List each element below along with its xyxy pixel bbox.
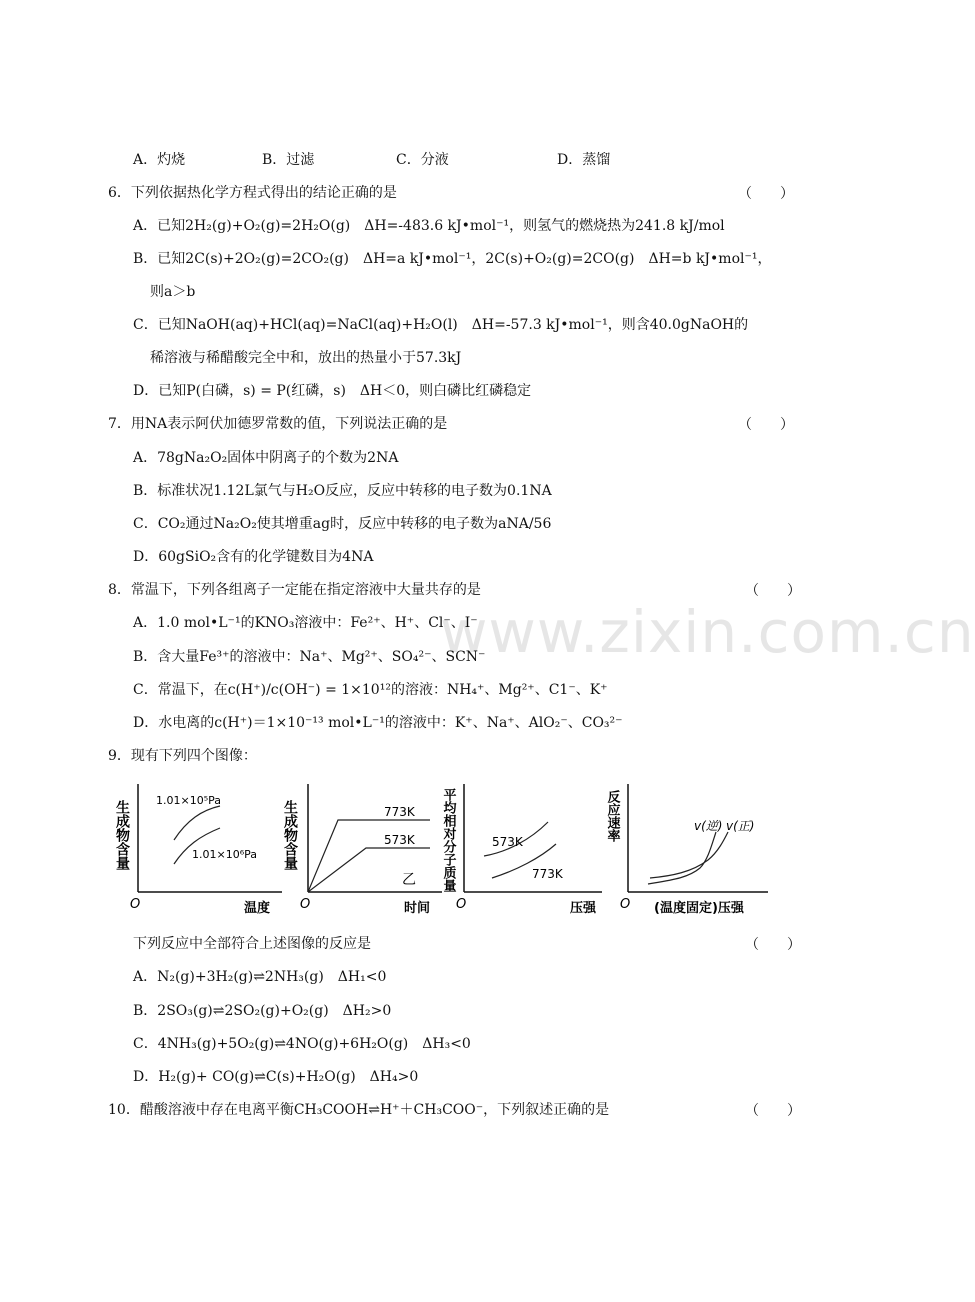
graph-1-curve-top bbox=[174, 806, 220, 840]
q5-option-a: A．灼烧 bbox=[133, 152, 186, 168]
graph-2-label-bottom: 573K bbox=[384, 833, 415, 847]
graph-1 bbox=[114, 784, 282, 916]
q9-answer-paren: （ ） bbox=[745, 937, 801, 953]
q7-stem: 7．用NA表示阿伏加德罗常数的值，下列说法正确的是 bbox=[108, 416, 448, 432]
graph-2-origin: O bbox=[300, 897, 311, 912]
graph-3-origin: O bbox=[456, 897, 467, 912]
q5-option-b: B．过滤 bbox=[262, 152, 315, 168]
graph-4-origin: O bbox=[620, 897, 631, 912]
q7-option-a: A．78gNa₂O₂固体中阴离子的个数为2NA bbox=[133, 450, 399, 466]
q6-option-a: A．已知2H₂(g)+O₂(g)=2H₂O(g) ΔH=-483.6 kJ•mol⁻¹，则氢气的燃烧热为241.8 kJ/mol bbox=[133, 218, 725, 234]
graph-3 bbox=[441, 784, 603, 916]
q10-stem: 10．醋酸溶液中存在电离平衡CH₃COOH⇌H⁺＋CH₃COO⁻，下列叙述正确的是 bbox=[108, 1102, 610, 1118]
q6-stem: 6．下列依据热化学方程式得出的结论正确的是 bbox=[108, 185, 397, 201]
graph-3-ylabel: 平均相对分子质量 bbox=[440, 788, 456, 892]
q8-answer-paren: （ ） bbox=[745, 583, 801, 599]
graph-3-label-bottom: 773K bbox=[532, 867, 563, 881]
q6-option-c-line1: C．已知NaOH(aq)+HCl(aq)=NaCl(aq)+H₂O(l) ΔH=-57.3 kJ•mol⁻¹，则含40.0gNaOH的 bbox=[133, 317, 749, 333]
q9-graphs bbox=[112, 778, 772, 918]
q6-option-b-line2: 则a＞b bbox=[150, 284, 196, 300]
q5-option-d: D．蒸馏 bbox=[557, 152, 611, 168]
q8-option-d: D．水电离的c(H⁺)＝1×10⁻¹³ mol•L⁻¹的溶液中：K⁺、Na⁺、AlO₂⁻、CO₃²⁻ bbox=[133, 715, 623, 731]
graph-2-xlabel: 时间 bbox=[404, 901, 431, 916]
q9-stem: 9．现有下列四个图像： bbox=[108, 748, 257, 764]
graph-4-label-reverse: v(逆) bbox=[694, 819, 723, 833]
graph-4-label-forward: v(正) bbox=[726, 819, 755, 833]
graph-1-origin: O bbox=[130, 897, 141, 912]
q6-answer-paren: （ ） bbox=[738, 186, 794, 202]
graph-3-label-top: 573K bbox=[492, 835, 523, 849]
graph-3-xlabel: 压强 bbox=[570, 901, 597, 916]
q9-option-c: C．4NH₃(g)+5O₂(g)⇌4NO(g)+6H₂O(g) ΔH₃<0 bbox=[133, 1036, 471, 1052]
graph-4-ylabel: 反应速率 bbox=[604, 790, 620, 842]
watermark: www.zixin.com.cn bbox=[440, 598, 975, 666]
q5-option-c: C．分液 bbox=[396, 152, 449, 168]
graph-2 bbox=[282, 784, 442, 916]
graph-4-curve-forward bbox=[650, 832, 728, 878]
graph-2-tag: 乙 bbox=[402, 872, 416, 888]
q9-subquestion: 下列反应中全部符合上述图像的反应是 bbox=[133, 936, 371, 952]
q6-option-c-line2: 稀溶液与稀醋酸完全中和，放出的热量小于57.3kJ bbox=[150, 350, 462, 366]
graph-1-xlabel: 温度 bbox=[244, 901, 271, 916]
graph-1-ylabel: 生成物含量 bbox=[114, 800, 130, 870]
graph-4-curve-reverse bbox=[648, 832, 716, 884]
q7-answer-paren: （ ） bbox=[738, 417, 794, 433]
q6-option-b-line1: B．已知2C(s)+2O₂(g)=2CO₂(g) ΔH=a kJ•mol⁻¹，2C(s)+O₂(g)=2CO(g) ΔH=b kJ•mol⁻¹， bbox=[133, 251, 772, 267]
graph-4 bbox=[605, 784, 769, 916]
q7-option-d: D．60gSiO₂含有的化学键数目为4NA bbox=[133, 549, 374, 565]
q8-option-a: A．1.0 mol•L⁻¹的KNO₃溶液中：Fe²⁺、H⁺、Cl⁻、I⁻ bbox=[133, 615, 478, 631]
q7-option-c: C．CO₂通过Na₂O₂使其增重ag时，反应中转移的电子数为aNA/56 bbox=[133, 516, 552, 532]
graph-2-label-top: 773K bbox=[384, 805, 415, 819]
q7-option-b: B．标准状况1.12L氯气与H₂O反应，反应中转移的电子数为0.1NA bbox=[133, 483, 552, 499]
q8-option-b: B．含大量Fe³⁺的溶液中：Na⁺、Mg²⁺、SO₄²⁻、SCN⁻ bbox=[133, 649, 486, 665]
q8-stem: 8．常温下，下列各组离子一定能在指定溶液中大量共存的是 bbox=[108, 582, 481, 598]
graph-1-label-bottom: 1.01×10⁶Pa bbox=[192, 848, 257, 861]
q9-option-d: D．H₂(g)+ CO(g)⇌C(s)+H₂O(g) ΔH₄>0 bbox=[133, 1069, 419, 1085]
q6-option-d: D．已知P(白磷，s) = P(红磷，s) ΔH＜0，则白磷比红磷稳定 bbox=[133, 383, 532, 399]
q9-option-a: A．N₂(g)+3H₂(g)⇌2NH₃(g) ΔH₁<0 bbox=[133, 969, 387, 985]
q8-option-c: C．常温下，在c(H⁺)/c(OH⁻) = 1×10¹²的溶液：NH₄⁺、Mg²⁺、C1⁻、K⁺ bbox=[133, 682, 608, 698]
graph-2-ylabel: 生成物含量 bbox=[282, 800, 298, 870]
graph-4-xlabel: (温度固定)压强 bbox=[654, 901, 744, 916]
graph-1-label-top: 1.01×10⁵Pa bbox=[156, 794, 221, 807]
q9-option-b: B．2SO₃(g)⇌2SO₂(g)+O₂(g) ΔH₂>0 bbox=[133, 1003, 392, 1019]
q10-answer-paren: （ ） bbox=[745, 1103, 801, 1119]
